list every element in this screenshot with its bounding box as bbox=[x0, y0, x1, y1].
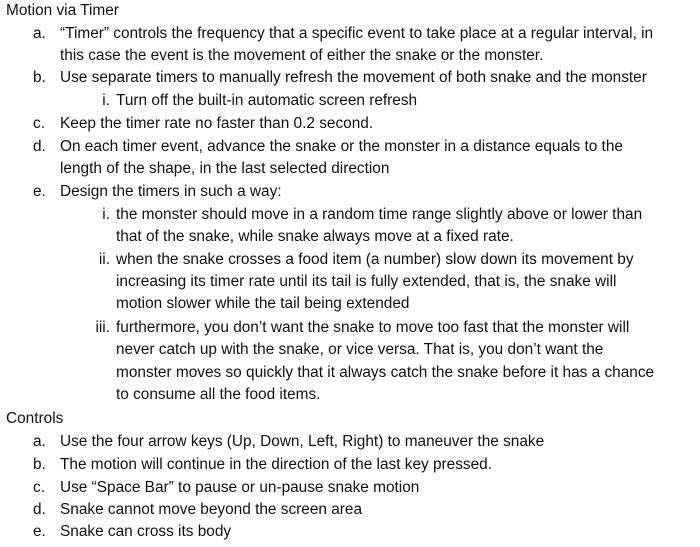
list-item-text: “Timer” controls the frequency that a specific event to take place at a regular interval, in bbox=[60, 25, 654, 42]
section-heading-motion: Motion via Timer bbox=[6, 2, 119, 19]
list-marker: e. bbox=[33, 523, 46, 540]
list-item-text: this case the event is the movement of either the snake or the monster. bbox=[60, 47, 544, 64]
sublist-item-text: that of the snake, while snake always move at a fixed rate. bbox=[116, 228, 514, 245]
sublist-item-text: monster moves so quickly that it always catch the snake before it has a chance bbox=[116, 364, 655, 381]
list-item-text: Keep the timer rate no faster than 0.2 second. bbox=[60, 115, 374, 132]
sublist-item-text: the monster should move in a random time range slightly above or lower than bbox=[116, 206, 643, 223]
list-marker: c. bbox=[33, 479, 45, 496]
list-item-text: Snake can cross its body bbox=[60, 523, 232, 540]
sublist-item-text: motion slower while the tail being extended bbox=[116, 295, 410, 312]
list-marker: e. bbox=[33, 183, 46, 200]
list-marker: b. bbox=[33, 69, 46, 86]
list-item-text: length of the shape, in the last selected direction bbox=[60, 160, 390, 177]
list-marker: a. bbox=[33, 433, 46, 450]
sublist-item-text: furthermore, you don’t want the snake to move too fast that the monster will bbox=[116, 319, 630, 336]
sublist-marker: i. bbox=[102, 206, 110, 223]
sublist-marker: ii. bbox=[98, 251, 110, 268]
list-item-text: The motion will continue in the direction of the last key pressed. bbox=[60, 456, 493, 473]
sublist-item-text: when the snake crosses a food item (a number) slow down its movement by bbox=[116, 251, 634, 268]
sublist-item-text: increasing its timer rate until its tail is fully extended, that is, the snake will bbox=[116, 273, 617, 290]
list-item-text: Use the four arrow keys (Up, Down, Left, Right) to maneuver the snake bbox=[60, 433, 545, 450]
list-item-text: Snake cannot move beyond the screen area bbox=[60, 501, 363, 518]
sublist-item-text: never catch up with the snake, or vice versa. That is, you don’t want the bbox=[116, 341, 604, 358]
list-marker: c. bbox=[33, 115, 45, 132]
section-heading-controls: Controls bbox=[6, 410, 64, 427]
list-item-text: On each timer event, advance the snake or the monster in a distance equals to the bbox=[60, 138, 623, 155]
sublist-item-text: Turn off the built-in automatic screen refresh bbox=[116, 92, 418, 109]
sublist-marker: iii. bbox=[95, 319, 110, 336]
list-item-text: Design the timers in such a way: bbox=[60, 183, 282, 200]
list-marker: b. bbox=[33, 456, 46, 473]
list-item-text: Use separate timers to manually refresh the movement of both snake and the monster bbox=[60, 69, 647, 86]
list-item-text: Use “Space Bar” to pause or un-pause snake motion bbox=[60, 479, 420, 496]
sublist-marker: i. bbox=[102, 92, 110, 109]
sublist-item-text: to consume all the food items. bbox=[116, 386, 321, 403]
list-marker: d. bbox=[33, 138, 46, 155]
list-marker: d. bbox=[33, 501, 46, 518]
list-marker: a. bbox=[33, 25, 46, 42]
